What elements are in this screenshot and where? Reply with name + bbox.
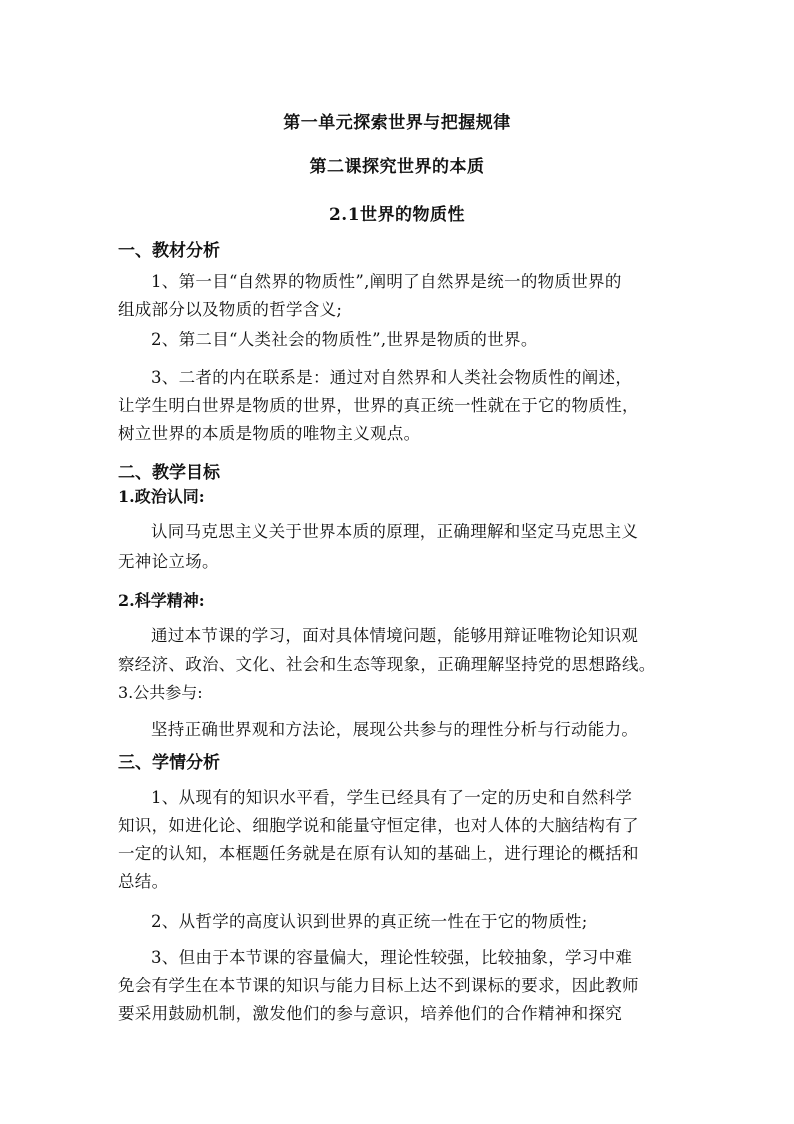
- paragraph-line: 无神论立场。: [118, 552, 219, 571]
- paragraph-line: 免会有学生在本节课的知识与能力目标上达不到课标的要求，因此教师: [118, 976, 639, 995]
- paragraph-line: 组成部分以及物质的哲学含义;: [118, 300, 343, 319]
- paragraph-line: 1、从现有的知识水平看，学生已经具有了一定的历史和自然科学: [151, 788, 633, 807]
- goal-science-title: 2.科学精神:: [118, 591, 205, 610]
- paragraph-line: 一定的认知，本框题任务就是在原有认知的基础上，进行理论的概括和: [118, 844, 639, 863]
- paragraph-line: 通过本节课的学习，面对具体情境问题，能够用辩证唯物论知识观: [151, 626, 639, 645]
- goal-participation-title: 3.公共参与:: [118, 683, 203, 702]
- heading-textbook-analysis: 一、教材分析: [118, 241, 220, 261]
- paragraph-line: 坚持正确世界观和方法论，展现公共参与的理性分析与行动能力。: [151, 720, 639, 739]
- heading-teaching-goals: 二、教学目标: [118, 463, 220, 483]
- heading-learner-analysis: 三、学情分析: [118, 753, 220, 773]
- goal-political-title: 1.政治认同:: [118, 487, 205, 506]
- paragraph-line: 1、第一目“自然界的物质性”,阐明了自然界是统一的物质世界的: [151, 272, 622, 291]
- paragraph-line: 2、第二目“人类社会的物质性”,世界是物质的世界。: [151, 330, 538, 349]
- lesson-title: 第二课探究世界的本质: [309, 157, 485, 177]
- paragraph-line: 要采用鼓励机制，激发他们的参与意识，培养他们的合作精神和探究: [118, 1004, 622, 1023]
- paragraph-line: 知识，如进化论、细胞学说和能量守恒定律，也对人体的大脑结构有了: [118, 816, 639, 835]
- paragraph-line: 认同马克思主义关于世界本质的原理，正确理解和坚定马克思主义: [151, 522, 639, 541]
- section-title: 2.1世界的物质性: [328, 205, 466, 225]
- paragraph-line: 3、但由于本节课的容量偏大，理论性较强，比较抽象，学习中难: [151, 948, 633, 967]
- unit-title: 第一单元探索世界与把握规律: [283, 113, 511, 133]
- paragraph-line: 树立世界的本质是物质的唯物主义观点。: [118, 424, 421, 443]
- paragraph-line: 让学生明白世界是物质的世界，世界的真正统一性就在于它的物质性，: [118, 396, 639, 415]
- paragraph-line: 察经济、政治、文化、社会和生态等现象，正确理解坚持党的思想路线。: [118, 655, 656, 674]
- paragraph-line: 2、从哲学的高度认识到世界的真正统一性在于它的物质性;: [151, 912, 588, 931]
- paragraph-line: 3、二者的内在联系是：通过对自然界和人类社会物质性的阐述，: [151, 368, 633, 387]
- paragraph-line: 总结。: [118, 872, 169, 891]
